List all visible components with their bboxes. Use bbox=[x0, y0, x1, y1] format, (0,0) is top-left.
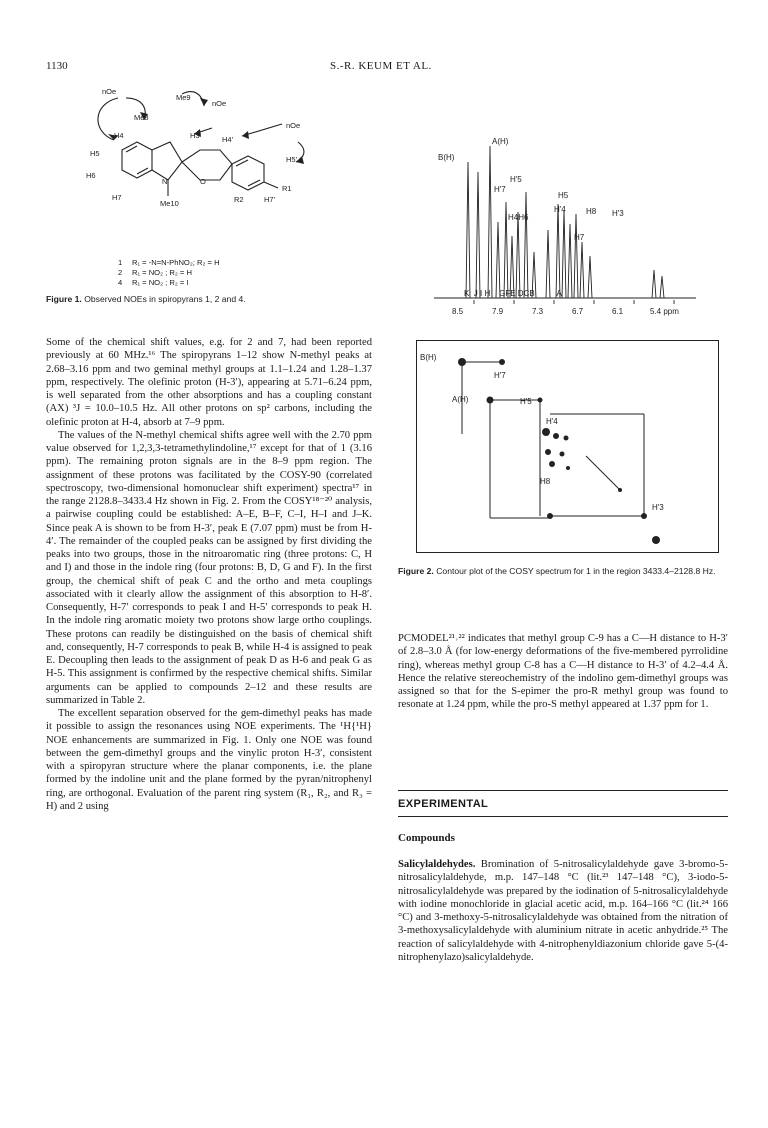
noe-label: nOe bbox=[102, 87, 117, 96]
spectrum-peak-letters: K J I H GFE DCB A bbox=[464, 289, 562, 298]
svg-text:H7: H7 bbox=[112, 193, 122, 202]
body-paragraph: The values of the N-methyl chemical shifts agree well with the 2.70 ppm value observed for 1,2,3,3-tetramethylindoline,¹⁷ except for that of 1 (3.16 ppm). The remaining proton signals are in the 8–9 ppm region. The assignment of these protons was facilitated by the COSY-90 (correlated spectroscopy, two-dimensional homonuclear shift experiment) spectra¹⁷ in the range 2128.8–3433.4 Hz shown in Fig. 2. From the COSY¹⁸⁻²⁰ analysis, a pairwise coupling could be established: A–E, B–F, C–I, H–I and J–K. Since peak A is shown to be from H-3′, peak E (7.07 ppm) must be from H-4′. The remainder of the coupled peaks can be assigned by first dividing the peaks into two groups, those in the nitroaromatic ring (three protons: C, H and I) and those in the indole ring (four protons: B, D, G and F). In the first group, the chemical shift of peak C and the ortho and meta couplings associated with it clearly allow the assignment of this absorption to H-8′. Consequently, H-7′ corresponds to peak I and H-5′ corresponds to peak H. In the indole ring aromatic moiety two protons show large ortho couplings. These protons can readily be distinguished on the basis of chemical shift and, consequently, H-7 corresponds to peak B, while H-4 is assigned to peak E. Decoupling then leads to the assignment of peak D as H-6 and peak G as H-5. This assignment is confirmed by the respective chemical shifts. Similar arguments can be applied to compounds 2–12 and these results are summarized in Table 2. bbox=[46, 429, 372, 706]
cosy-label: H'4 bbox=[546, 417, 558, 426]
body-paragraph: Some of the chemical shift values, e.g. for 2 and 7, had been reported previously at 60 MHz.¹⁶ The spiropyrans 1–12 show N-methyl peaks at 2.68–3.16 ppm and two geminal methyl groups at 1.1–1.24 and 1.28–1.37 ppm, respectively. The olefinic proton (H-3′), appearing at 5.71–6.24 ppm, is well separated from the other absorptions and has a coupling constant (AX) ³J = 10.0–10.5 Hz. All other protons on sp² carbons, including the olefinic proton at H-4, absorb at 7–9 ppm. bbox=[46, 337, 372, 428]
cosy-label: B(H) bbox=[420, 353, 437, 362]
cosy-label: H8 bbox=[540, 477, 551, 486]
peak-label: H5 bbox=[558, 191, 569, 200]
cosy-label: H'3 bbox=[652, 503, 664, 512]
run-in-text: Bromination of 5-nitrosalicylaldehyde gave 3-bromo-5-nitrosalicylaldehyde, m.p. 147–148 °C (lit.²³ 147–148 °C), 3-iodo-5-nitrosalicylaldehyde was prepared by the iodination of 5-nitrosalicylaldehyde with iodine monochloride in glacial acetic acid, m.p. 164–166 °C (lit.²⁴ 166 °C) and 3-methoxy-5-nitrosalicylaldehyde was obtained from the nitration of 3-methoxysalicylaldehyde with aluminium nitrate in acetic anhydride.²⁵ The reaction of salicylaldehyde with 4-nitrophenyldiazonium chloride gave 5-(4-nitrophenylazo)salicylaldehyde. bbox=[398, 859, 729, 963]
peak-label: H4H6 bbox=[508, 213, 529, 222]
axis-tick: 5.4 ppm bbox=[650, 307, 679, 316]
cosy-contour-plot bbox=[416, 340, 726, 560]
body-paragraph: PCMODEL²¹˒²² indicates that methyl group C-9 has a C—H distance to H-3′ of 2.8–3.0 Å (for low-energy deformations of the five-membered pyrrolidine ring), whereas methyl group C-8 has a C—H distance to H-3′ of 4.2–4.4 Å. Hence the relative stereochemistry of the indolino gem-dimethyl groups was assigned so that for the S-epimer the pro-R methyl group was found to resonate at 1.24 ppm, while the pro-S methyl appeared at 1.37 ppm for 1. bbox=[398, 633, 728, 711]
peak-label: H8 bbox=[586, 207, 597, 216]
benzene-ring bbox=[122, 142, 152, 178]
section-rule-top bbox=[398, 790, 728, 791]
subsection-title: Compounds bbox=[398, 832, 455, 844]
compound-row: 2 R₁ = NO₂ ; R₂ = H bbox=[118, 268, 192, 277]
o-label: O bbox=[200, 177, 206, 186]
r2-label: R2 bbox=[234, 195, 244, 204]
figure1-caption: Figure 1. Observed NOEs in spiropyrans 1, 2 and 4. bbox=[46, 294, 246, 304]
peak-label: H'7 bbox=[494, 185, 506, 194]
cosy-label: A(H) bbox=[452, 395, 469, 404]
cosy-label: H'5 bbox=[520, 397, 532, 406]
compound-list bbox=[118, 258, 220, 288]
running-head: S.-R. KEUM ET AL. bbox=[330, 60, 432, 72]
section-title: EXPERIMENTAL bbox=[398, 798, 489, 810]
peak-label: H'3 bbox=[612, 209, 624, 218]
axis-tick: 6.7 bbox=[572, 307, 584, 316]
me9-label: Me9 bbox=[176, 93, 191, 102]
compound-row: 1 R₁ = -N=N-PhNO₂; R₂ = H bbox=[118, 258, 220, 267]
axis-tick: 6.1 bbox=[612, 307, 624, 316]
svg-text:H5': H5' bbox=[286, 155, 298, 164]
page-number: 1130 bbox=[46, 60, 68, 72]
compound-row: 4 R₁ = NO₂ ; R₂ = I bbox=[118, 278, 189, 287]
me8-label: Me8 bbox=[134, 113, 149, 122]
peak-label: H'4 bbox=[554, 205, 566, 214]
figure1-structure bbox=[82, 84, 352, 230]
nmr-spectrum bbox=[434, 132, 704, 328]
me10-label: Me10 bbox=[160, 199, 179, 208]
experimental-text bbox=[398, 858, 728, 964]
r1-label: R1 bbox=[282, 184, 292, 193]
axis-tick: 7.9 bbox=[492, 307, 504, 316]
peak-label: B(H) bbox=[438, 153, 455, 162]
svg-text:H7': H7' bbox=[264, 195, 276, 204]
peak-label: H'5 bbox=[510, 175, 522, 184]
noe-label: nOe bbox=[212, 99, 227, 108]
noe-label: nOe bbox=[286, 121, 301, 130]
body-paragraph: The excellent separation observed for the gem-dimethyl peaks has made it possible to assign the resonances using NOE experiments. The ¹H{¹H} NOE enhancements are summarized in Fig. 1. Only one NOE was found between the gem-dimethyl groups and the vinylic proton H-3′, consistent with a spiropyran structure where the planar components, i.e. the plane formed by the indoline unit and the plane formed by the pyran/nitrophenyl ring, are orthogonal. Evaluation of the parent ring system (R₁, R₂, and R₃ = H) and 2 using bbox=[46, 708, 372, 812]
svg-text:H5: H5 bbox=[90, 149, 100, 158]
axis-tick: 8.5 bbox=[452, 307, 464, 316]
section-rule-bottom bbox=[398, 816, 728, 817]
n-label: N bbox=[162, 177, 168, 186]
peak-label: H7 bbox=[574, 233, 585, 242]
peak-label: A(H) bbox=[492, 137, 509, 146]
left-column bbox=[46, 336, 372, 813]
right-column-text bbox=[398, 632, 728, 712]
svg-text:H3': H3' bbox=[190, 131, 202, 140]
cosy-label: H'7 bbox=[494, 371, 506, 380]
run-in-head: Salicylaldehydes. bbox=[398, 859, 476, 870]
axis-tick: 7.3 bbox=[532, 307, 544, 316]
figure2-caption: Figure 2. Contour plot of the COSY spectrum for 1 in the region 3433.4–2128.8 Hz. bbox=[398, 566, 716, 576]
svg-text:H6: H6 bbox=[86, 171, 96, 180]
svg-text:H4': H4' bbox=[222, 135, 234, 144]
svg-text:H4: H4 bbox=[114, 131, 124, 140]
